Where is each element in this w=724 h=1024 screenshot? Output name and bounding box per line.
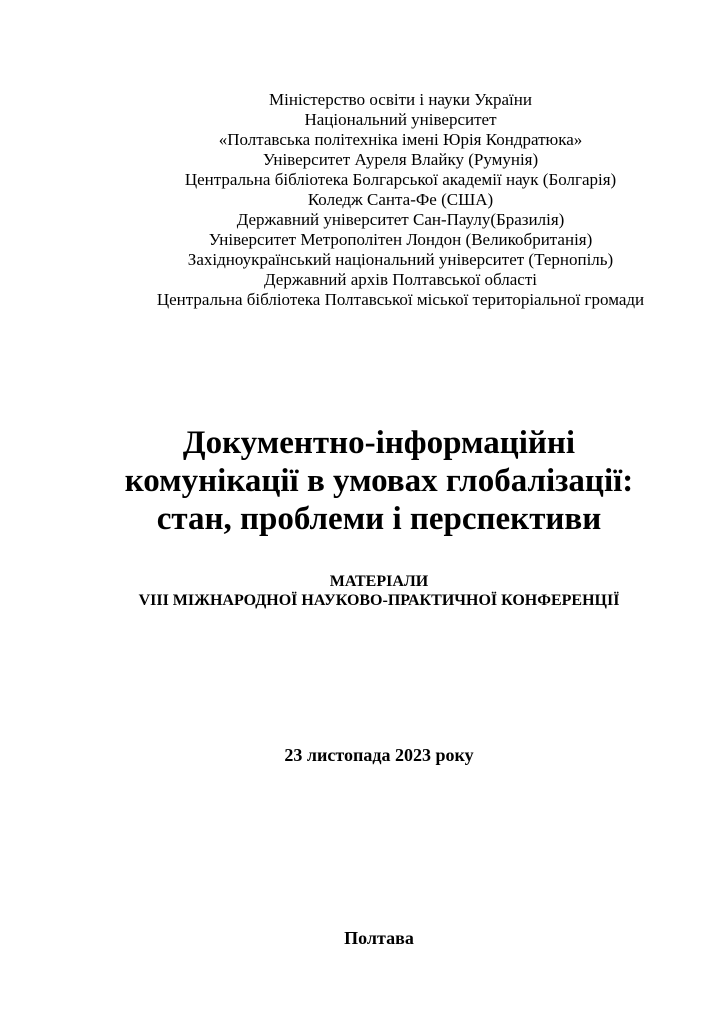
event-date: 23 листопада 2023 року [284, 745, 474, 765]
org-line: Університет Ауреля Влайку (Румунія) [262, 150, 539, 169]
proceedings-subtitle [69, 572, 689, 610]
org-line: Центральна бібліотека Болгарської академії наук (Болгарія) [184, 170, 617, 189]
org-line: Центральна бібліотека Полтавської міської територіальної громади [156, 290, 645, 309]
conference-title-line: стан, проблеми і перспективи [156, 501, 602, 537]
proceedings-subtitle-line: МАТЕРІАЛИ [329, 573, 429, 590]
org-line: Державний університет Сан-Паулу(Бразилія) [236, 210, 565, 229]
org-line: Міністерство освіти і науки України [269, 90, 532, 109]
org-line: Державний архів Полтавської області [263, 270, 538, 289]
organizations-list [112, 90, 689, 310]
org-line: Західноукраїнський національний університет (Тернопіль) [187, 250, 614, 269]
conference-title-line: комунікації в умовах глобалізації: [124, 463, 634, 499]
proceedings-subtitle-line: VIII МІЖНАРОДНОЇ НАУКОВО-ПРАКТИЧНОЇ КОНФЕРЕНЦІЇ [138, 592, 620, 609]
org-line: Університет Метрополітен Лондон (Великобританія) [208, 230, 593, 249]
org-line: Коледж Санта-Фе (США) [307, 190, 494, 209]
event-city: Полтава [344, 928, 414, 948]
org-line: «Полтавська політехніка імені Юрія Кондратюка» [218, 130, 583, 149]
conference-title [69, 424, 689, 538]
conference-title-line: Документно-інформаційні [182, 425, 576, 461]
org-line: Національний університет [304, 110, 497, 129]
